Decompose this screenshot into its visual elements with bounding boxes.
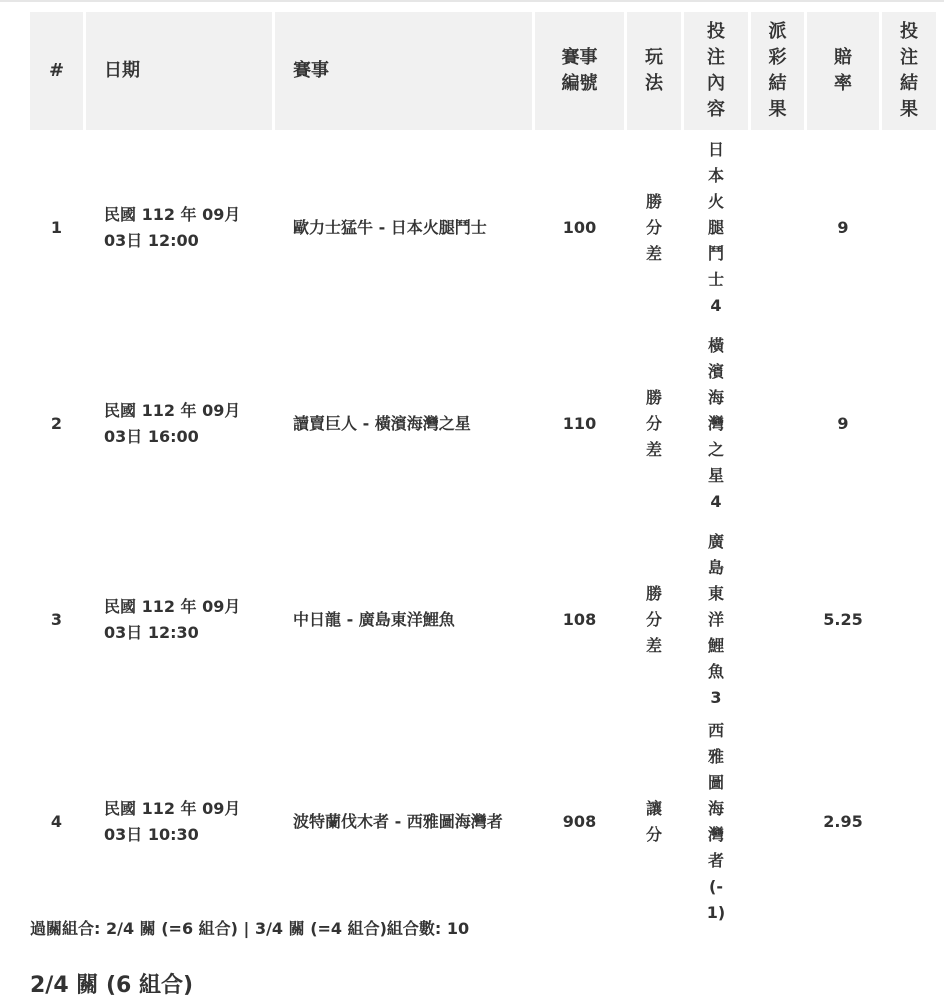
row-match: 讀賣巨人 - 橫濱海灣之星 bbox=[293, 414, 471, 433]
row-index: 1 bbox=[50, 218, 63, 237]
row-odds: 9 bbox=[837, 414, 849, 433]
row-play: 讓分 bbox=[645, 799, 662, 844]
row-bet-result bbox=[882, 130, 936, 326]
row-odds: 5.25 bbox=[823, 610, 863, 629]
row-match-no: 100 bbox=[562, 218, 597, 237]
row-match-no: 908 bbox=[562, 812, 597, 831]
parlay-summary: 過關組合: 2/4 關 (=6 組合) | 3/4 關 (=4 組合)組合數: 10 bbox=[30, 919, 470, 938]
row-bet-content: 廣島東洋鯉魚3 bbox=[707, 532, 724, 707]
table-header-row bbox=[30, 12, 936, 130]
row-date: 民國 112 年 09月 03日 12:00 bbox=[104, 205, 241, 250]
row-date: 民國 112 年 09月 03日 12:30 bbox=[104, 597, 241, 642]
row-play: 勝分差 bbox=[645, 192, 662, 263]
row-bet-result bbox=[882, 522, 936, 718]
row-match: 波特蘭伐木者 - 西雅圖海灣者 bbox=[293, 812, 503, 831]
row-payout-result bbox=[751, 718, 804, 926]
row-index: 4 bbox=[50, 812, 63, 831]
header-payout-result: 派彩結果 bbox=[751, 12, 804, 130]
row-payout-result bbox=[751, 522, 804, 718]
parlay-subheading: 2/4 關 (6 組合) bbox=[30, 973, 194, 998]
row-date: 民國 112 年 09月 03日 10:30 bbox=[104, 799, 241, 844]
bet-detail-table-wrapper bbox=[30, 12, 944, 926]
row-index: 3 bbox=[50, 610, 63, 629]
row-bet-result bbox=[882, 718, 936, 926]
row-bet-content: 西雅圖海灣者(-1) bbox=[706, 721, 726, 922]
header-play: 玩法 bbox=[627, 12, 681, 130]
row-date: 民國 112 年 09月 03日 16:00 bbox=[104, 401, 241, 446]
table-row bbox=[30, 326, 936, 522]
row-bet-content: 日本火腿鬥士4 bbox=[707, 140, 724, 315]
row-match-no: 108 bbox=[562, 610, 597, 629]
header-index: # bbox=[30, 12, 83, 130]
row-match-no: 110 bbox=[562, 414, 597, 433]
header-match: 賽事 bbox=[275, 12, 532, 130]
row-match: 中日龍 - 廣島東洋鯉魚 bbox=[293, 610, 455, 629]
row-odds: 2.95 bbox=[823, 812, 863, 831]
row-bet-content: 橫濱海灣之星4 bbox=[707, 336, 724, 511]
row-bet-result bbox=[882, 326, 936, 522]
table-row bbox=[30, 130, 936, 326]
header-bet-content: 投注內容 bbox=[684, 12, 748, 130]
top-divider bbox=[0, 0, 944, 2]
bet-detail-table bbox=[27, 12, 939, 926]
row-play: 勝分差 bbox=[645, 388, 662, 459]
row-index: 2 bbox=[50, 414, 63, 433]
row-payout-result bbox=[751, 326, 804, 522]
header-bet-result: 投注結果 bbox=[882, 12, 936, 130]
table-row bbox=[30, 718, 936, 926]
row-payout-result bbox=[751, 130, 804, 326]
header-odds: 賠率 bbox=[807, 12, 879, 130]
header-date: 日期 bbox=[86, 12, 272, 130]
header-match-no: 賽事編號 bbox=[535, 12, 624, 130]
table-row bbox=[30, 522, 936, 718]
row-odds: 9 bbox=[837, 218, 849, 237]
row-play: 勝分差 bbox=[645, 584, 662, 655]
row-match: 歐力士猛牛 - 日本火腿鬥士 bbox=[293, 218, 487, 237]
